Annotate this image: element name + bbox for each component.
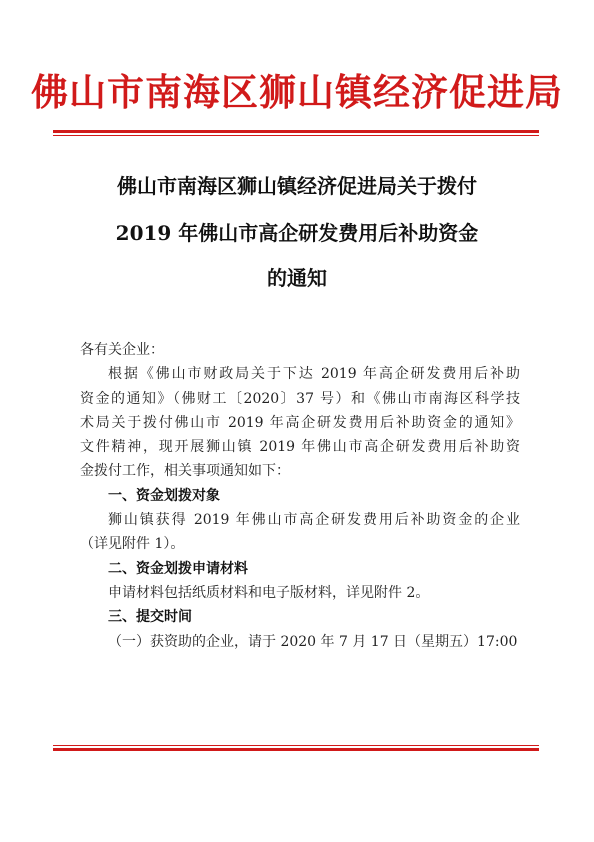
section-3-heading: 三、提交时间 bbox=[108, 609, 192, 626]
section-1-text-line-1: 狮山镇获得 2019 年佛山市高企研发费用后补助资金的企业 bbox=[108, 512, 520, 529]
paragraph-1-line-3: 术局关于拨付佛山市 2019 年高企研发费用后补助资金的通知》 bbox=[80, 414, 520, 431]
document-title-line-3: 的通知 bbox=[267, 266, 327, 290]
section-1-text-line-2: （详见附件 1）。 bbox=[80, 536, 185, 553]
section-3-text: （一）获资助的企业，请于 2020 年 7 月 17 日（星期五）17:00 bbox=[108, 633, 518, 650]
paragraph-1-line-2: 资金的通知》（佛财工〔2020〕37 号）和《佛山市南海区科学技 bbox=[80, 390, 520, 407]
document-title-line-1: 佛山市南海区狮山镇经济促进局关于拨付 bbox=[117, 174, 477, 198]
masthead-rule-thick bbox=[53, 130, 539, 133]
document-body bbox=[80, 338, 520, 654]
footer-rule-thin bbox=[53, 745, 539, 746]
section-2-text: 申请材料包括纸质材料和电子版材料，详见附件 2。 bbox=[108, 584, 430, 601]
section-1-heading: 一、资金划拨对象 bbox=[108, 487, 220, 504]
paragraph-1-line-5: 金拨付工作，相关事项通知如下： bbox=[80, 463, 290, 480]
footer-rule-thick bbox=[53, 748, 539, 751]
paragraph-1-line-4: 文件精神，现开展狮山镇 2019 年佛山市高企研发费用后补助资 bbox=[80, 439, 520, 456]
masthead-rule-thin bbox=[53, 135, 539, 136]
masthead: 佛山市南海区狮山镇经济促进局 bbox=[31, 70, 563, 114]
salutation: 各有关企业： bbox=[80, 342, 164, 358]
paragraph-1-line-1: 根据《佛山市财政局关于下达 2019 年高企研发费用后补助 bbox=[108, 366, 520, 383]
section-2-heading: 二、资金划拨申请材料 bbox=[108, 560, 248, 577]
document-title-line-2: 2019 年佛山市高企研发费用后补助资金 bbox=[115, 221, 479, 245]
